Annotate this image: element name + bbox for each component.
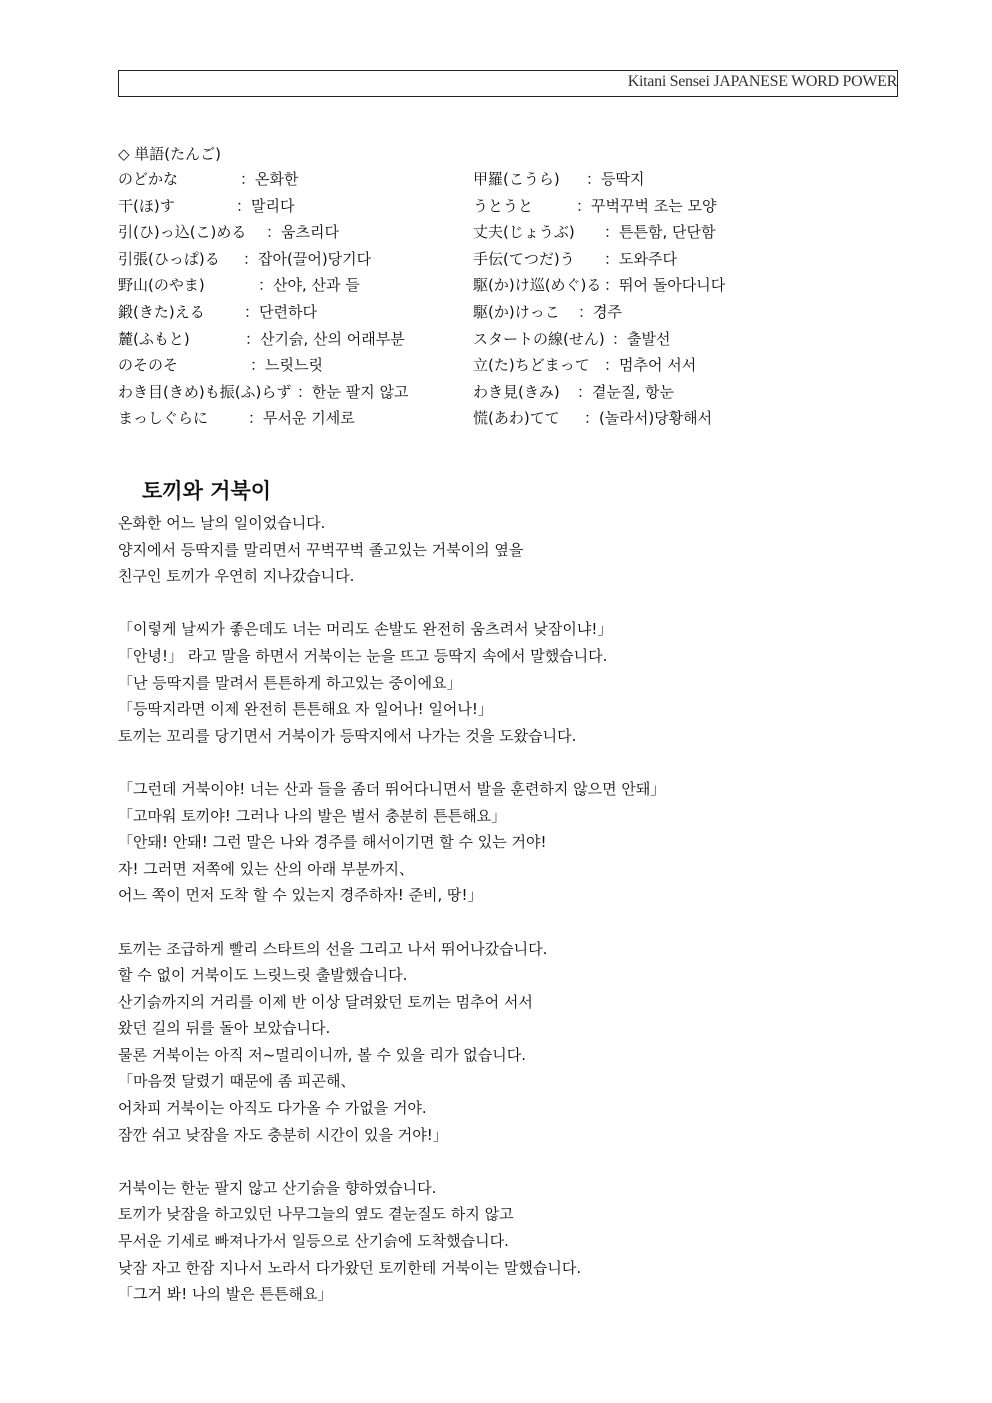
- story-line: 물론 거북이는 아직 저~멀리이니까, 볼 수 있을 리가 없습니다.: [118, 1045, 527, 1064]
- vocab-list: [118, 168, 878, 434]
- story-line: 「안돼! 안돼! 그런 말은 나와 경주를 해서이기면 할 수 있는 거야!: [118, 833, 547, 852]
- vocab-right-word: うとうと: [473, 196, 534, 215]
- story-line: 할 수 없이 거북이도 느릿느릿 출발했습니다.: [118, 966, 408, 985]
- vocab-right-meaning: ：뛰어 돌아다니다: [604, 276, 726, 295]
- story-line: 왔던 길의 뒤를 돌아 보았습니다.: [118, 1019, 331, 1038]
- vocab-left-word: わき目(きめ)も振(ふ)らず: [118, 382, 292, 401]
- vocab-right-meaning: ：등딱지: [586, 170, 645, 188]
- vocab-row: [118, 168, 878, 195]
- vocab-left-meaning: ：느릿느릿: [250, 356, 323, 375]
- vocab-left-word: 干(ほ)す: [118, 196, 175, 215]
- story-line: 토끼가 낮잠을 하고있던 나무그늘의 옆도 곁눈질도 하지 않고: [118, 1205, 514, 1224]
- vocab-left-word: のどかな: [118, 170, 179, 188]
- story-line: 「난 등딱지를 말려서 튼튼하게 하고있는 중이에요」: [118, 673, 462, 692]
- header-title: Kitani Sensei JAPANESE WORD POWER: [627, 73, 897, 90]
- story-title: 토끼와 거북이: [142, 478, 272, 503]
- vocab-right-meaning: ：튼튼함, 단단함: [604, 223, 716, 242]
- vocab-row: [118, 274, 878, 301]
- vocab-row: [118, 221, 878, 248]
- vocab-left-word: 引(ひ)っ込(こ)める: [118, 223, 247, 242]
- paragraph-gap: [118, 909, 818, 936]
- vocab-left-word: 鍛(きた)える: [118, 302, 205, 321]
- paragraph-gap: [118, 590, 818, 617]
- vocab-left-word: のそのそ: [118, 356, 179, 375]
- vocab-right-word: 立(た)ちどまって: [473, 356, 590, 375]
- vocab-right-meaning: ：곁눈질, 항눈: [577, 382, 674, 401]
- story-line: 낮잠 자고 한잠 지나서 노라서 다가왔던 토끼한테 거북이는 말했습니다.: [118, 1258, 582, 1277]
- vocab-left-word: 麓(ふもと): [118, 329, 190, 348]
- vocab-right-meaning: ：경주: [578, 302, 622, 321]
- vocab-right-word: 手伝(てつだ)う: [473, 249, 575, 268]
- vocab-right-meaning: ：도와주다: [604, 249, 677, 268]
- story-line: 거북이는 한눈 팔지 않고 산기슭을 향하였습니다.: [118, 1178, 437, 1197]
- vocab-row: [118, 301, 878, 328]
- vocab-right-word: 駆(か)け巡(めぐ)る: [473, 276, 602, 295]
- vocab-right-meaning: ：(놀라서)당황해서: [584, 409, 713, 428]
- vocab-left-word: 野山(のやま): [118, 276, 205, 295]
- story-line: 「그런데 거북이야! 너는 산과 들을 좀더 뛰어다니면서 발을 훈련하지 않으면 안돼」: [118, 779, 666, 798]
- vocab-right-meaning: ：멈추어 서서: [604, 356, 697, 375]
- vocab-right-word: 駆(か)けっこ: [473, 302, 560, 321]
- vocab-right-meaning: ：출발선: [612, 329, 671, 348]
- vocab-left-meaning: ：움츠리다: [266, 223, 339, 242]
- vocab-right-word: わき見(きみ): [473, 382, 560, 401]
- vocab-left-meaning: ：온화한: [240, 170, 299, 188]
- story-line: 「그거 봐! 나의 발은 튼튼해요」: [118, 1285, 333, 1304]
- vocab-right-word: 慌(あわ)てて: [473, 409, 560, 428]
- vocab-right-meaning: ：꾸벅꾸벅 조는 모양: [576, 196, 717, 215]
- paragraph-gap: [118, 1148, 818, 1175]
- vocab-row: [118, 248, 878, 275]
- vocab-left-meaning: ：산야, 산과 들: [258, 276, 360, 295]
- story-line: 친구인 토끼가 우연히 지나갔습니다.: [118, 567, 355, 586]
- story-line: 토끼는 꼬리를 당기면서 거북이가 등딱지에서 나가는 것을 도왔습니다.: [118, 726, 577, 745]
- paragraph-gap: [118, 749, 818, 776]
- story-line: 어차피 거북이는 아직도 다가올 수 가없을 거야.: [118, 1099, 427, 1118]
- story-line: 「등딱지라면 이제 완전히 튼튼해요 자 일어나! 일어나!」: [118, 700, 493, 719]
- vocab-left-meaning: ：단련하다: [244, 302, 317, 321]
- vocab-left-meaning: ：잡아(끌어)당기다: [243, 249, 372, 268]
- story-line: 산기슭까지의 거리를 이제 반 이상 달려왔던 토끼는 멈추어 서서: [118, 992, 533, 1011]
- story-line: 「안녕!」 라고 말을 하면서 거북이는 눈을 뜨고 등딱지 속에서 말했습니다.: [118, 646, 608, 665]
- vocab-right-word: 丈夫(じょうぶ): [473, 223, 575, 242]
- vocab-left-meaning: ：무서운 기세로: [248, 409, 355, 428]
- story-line: 「고마워 토끼야! 그러나 나의 발은 벌서 충분히 튼튼해요」: [118, 806, 507, 825]
- vocab-row: [118, 354, 878, 381]
- vocab-row: [118, 195, 878, 222]
- story-line: 잠깐 쉬고 낮잠을 자도 충분히 시간이 있을 거야!」: [118, 1125, 448, 1144]
- story-line: 자! 그러면 저쪽에 있는 산의 아래 부분까지、: [118, 859, 414, 878]
- vocab-heading: ◇ 単語(たんご): [118, 145, 222, 163]
- story-line: 양지에서 등딱지를 말리면서 꾸벅꾸벅 졸고있는 거북이의 옆을: [118, 540, 524, 559]
- story-line: 「마음껏 달렸기 때문에 좀 피곤해、: [118, 1072, 356, 1091]
- vocab-row: [118, 407, 878, 434]
- vocab-left-meaning: ：한눈 팔지 않고: [297, 382, 409, 401]
- vocab-left-word: まっしぐらに: [118, 409, 209, 428]
- vocab-row: [118, 328, 878, 355]
- story-line: 토끼는 조급하게 빨리 스타트의 선을 그리고 나서 뛰어나갔습니다.: [118, 939, 548, 958]
- vocab-left-word: 引張(ひっぱ)る: [118, 249, 220, 268]
- header-box: [118, 70, 898, 97]
- vocab-row: [118, 381, 878, 408]
- vocab-left-meaning: ：말리다: [236, 196, 295, 215]
- story-line: 무서운 기세로 빠져나가서 일등으로 산기슭에 도착했습니다.: [118, 1232, 509, 1251]
- story-body: [118, 510, 818, 1308]
- vocab-right-word: スタートの線(せん): [473, 329, 605, 348]
- story-line: 「이렇게 날씨가 좋은데도 너는 머리도 손발도 완전히 움츠려서 낮잠이냐!」: [118, 620, 613, 639]
- story-line: 어느 쪽이 먼저 도착 할 수 있는지 경주하자! 준비, 땅!」: [118, 886, 483, 905]
- vocab-left-meaning: ：산기슭, 산의 어래부분: [245, 329, 405, 348]
- vocab-right-word: 甲羅(こうら): [473, 170, 560, 188]
- story-line: 온화한 어느 날의 일이었습니다.: [118, 514, 326, 532]
